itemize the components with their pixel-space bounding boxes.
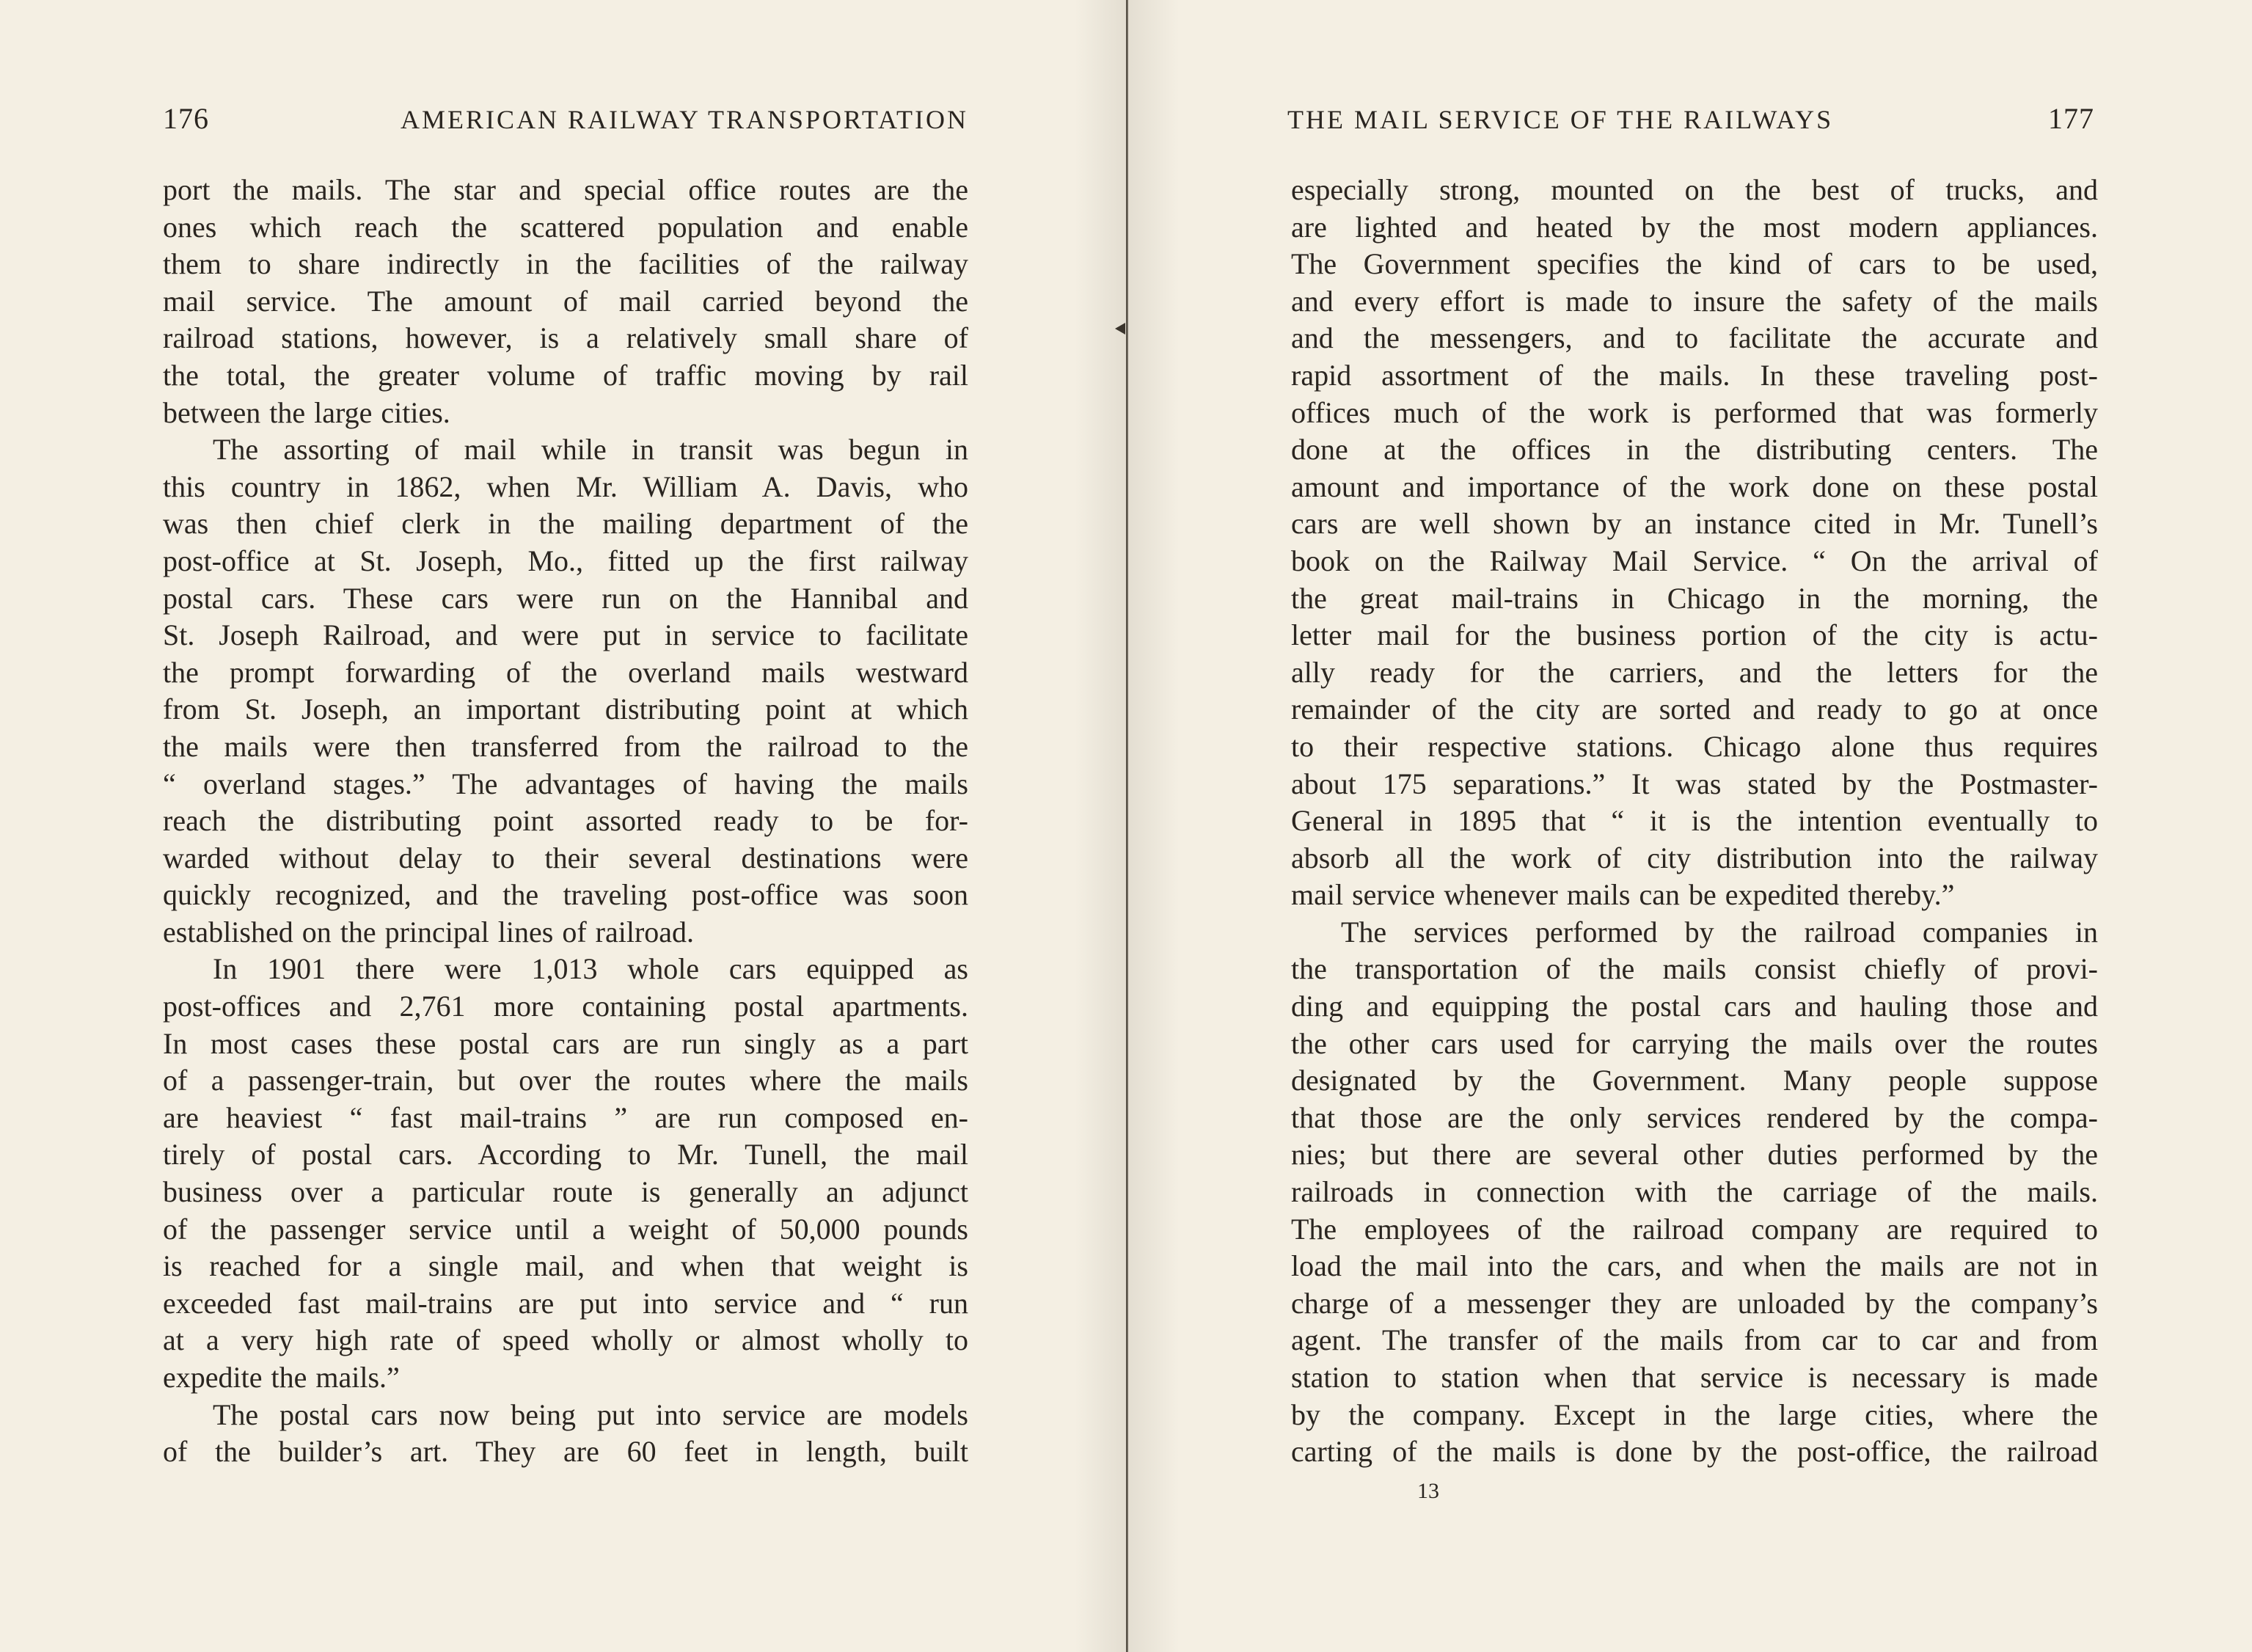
text-line: rapid assortment of the mails. In these traveling post-: [1291, 358, 2098, 392]
text-line: the great mail-trains in Chicago in the morning, the: [1291, 581, 2098, 615]
book-gutter: [1126, 0, 1128, 1652]
text-line: letter mail for the business portion of the city is actu-: [1291, 618, 2098, 652]
text-line: about 175 separations.” It was stated by the Postmaster-: [1291, 767, 2098, 800]
text-line: of the builder’s art. They are 60 feet in length, built: [163, 1435, 968, 1469]
text-line: established on the principal lines of railroad.: [163, 915, 695, 949]
text-line: port the mails. The star and special office routes are the: [163, 173, 968, 206]
right-running-head: THE MAIL SERVICE OF THE RAILWAYS: [1287, 105, 1834, 134]
text-line: absorb all the work of city distribution into the railway: [1291, 841, 2098, 874]
text-line: the mails were then transferred from the railroad to the: [163, 729, 968, 763]
text-line: carting of the mails is done by the post-office, the railroad: [1291, 1435, 2098, 1469]
left-page-header: [163, 101, 968, 136]
text-line: are heaviest “ fast mail-trains ” are run composed en-: [163, 1100, 968, 1134]
right-page-body: [1291, 172, 2098, 1471]
text-line: General in 1895 that “ it is the intention eventually to: [1291, 804, 2098, 838]
text-line: the transportation of the mails consist chiefly of provi-: [1291, 952, 2098, 986]
text-line: reach the distributing point assorted ready to be for-: [163, 804, 968, 838]
text-line: The services performed by the railroad companies in: [1341, 915, 2098, 949]
text-line: expedite the mails.”: [163, 1361, 400, 1394]
text-line: remainder of the city are sorted and ready to go at once: [1291, 692, 2098, 726]
text-line: The Government specifies the kind of cars to be used,: [1291, 247, 2098, 281]
text-line: railroad stations, however, is a relatively small share of: [163, 321, 968, 355]
text-line: load the mail into the cars, and when the mails are not in: [1291, 1249, 2098, 1283]
left-running-head: AMERICAN RAILWAY TRANSPORTATION: [401, 105, 968, 134]
gutter-shadow-right: [1128, 0, 1180, 1652]
text-line: charge of a messenger they are unloaded by the company’s: [1291, 1286, 2098, 1320]
text-line: and the messengers, and to facilitate the accurate and: [1291, 321, 2098, 355]
left-page-body: [163, 172, 968, 1471]
text-line: the prompt forwarding of the overland mails westward: [163, 655, 968, 689]
text-line: agent. The transfer of the mails from car to car and from: [1291, 1323, 2098, 1357]
text-line: especially strong, mounted on the best of trucks, and: [1291, 173, 2098, 206]
text-line: between the large cities.: [163, 395, 450, 429]
text-line: mail service. The amount of mail carried beyond the: [163, 284, 968, 318]
text-line: from St. Joseph, an important distributing point at which: [163, 692, 968, 726]
text-line: to their respective stations. Chicago alone thus requires: [1291, 729, 2098, 763]
text-line: book on the Railway Mail Service. “ On the arrival of: [1291, 544, 2098, 577]
text-line: station to station when that service is necessary is made: [1291, 1361, 2098, 1394]
text-line: The employees of the railroad company are required to: [1291, 1212, 2098, 1246]
gutter-shadow-left: [1075, 0, 1126, 1652]
text-line: warded without delay to their several destinations were: [163, 841, 968, 874]
text-line: exceeded fast mail-trains are put into service and “ run: [163, 1286, 968, 1320]
text-line: of a passenger-train, but over the routes where the mails: [163, 1064, 968, 1097]
text-line: The postal cars now being put into service are models: [213, 1397, 968, 1431]
text-line: ding and equipping the postal cars and hauling those and: [1291, 990, 2098, 1023]
text-line: post-offices and 2,761 more containing postal apartments.: [163, 990, 968, 1023]
text-line: is reached for a single mail, and when that weight is: [163, 1249, 968, 1283]
text-line: In 1901 there were 1,013 whole cars equipped as: [213, 952, 968, 986]
text-line: tirely of postal cars. According to Mr. Tunell, the mail: [163, 1138, 968, 1172]
right-page-header: [1287, 101, 2094, 136]
text-line: offices much of the work is performed that was formerly: [1291, 395, 2098, 429]
text-line: amount and importance of the work done on these postal: [1291, 469, 2098, 503]
signature-mark: 13: [1417, 1479, 1439, 1503]
text-line: ones which reach the scattered population and enable: [163, 210, 968, 244]
left-page-number: 176: [163, 102, 209, 135]
text-line: the other cars used for carrying the mails over the routes: [1291, 1026, 2098, 1060]
text-line: the total, the greater volume of traffic moving by rail: [163, 358, 968, 392]
text-line: are lighted and heated by the most modern appliances.: [1291, 210, 2098, 244]
text-line: by the company. Except in the large cities, where the: [1291, 1397, 2098, 1431]
text-line: quickly recognized, and the traveling post-office was soon: [163, 878, 968, 912]
text-line: cars are well shown by an instance cited in Mr. Tunell’s: [1291, 507, 2098, 541]
text-line: designated by the Government. Many people suppose: [1291, 1064, 2098, 1097]
text-line: post-office at St. Joseph, Mo., fitted up the first railway: [163, 544, 968, 577]
text-line: “ overland stages.” The advantages of having the mails: [163, 767, 968, 800]
text-line: railroads in connection with the carriage of the mails.: [1291, 1175, 2098, 1209]
text-line: of the passenger service until a weight of 50,000 pounds: [163, 1212, 968, 1246]
text-line: and every effort is made to insure the safety of the mails: [1291, 284, 2098, 318]
text-line: ally ready for the carriers, and the letters for the: [1291, 655, 2098, 689]
text-line: at a very high rate of speed wholly or almost wholly to: [163, 1323, 968, 1357]
text-line: was then chief clerk in the mailing department of the: [163, 507, 968, 541]
text-line: postal cars. These cars were run on the Hannibal and: [163, 581, 968, 615]
right-page: [1126, 0, 2252, 1652]
text-line: In most cases these postal cars are run singly as a part: [163, 1026, 968, 1060]
text-line: done at the offices in the distributing centers. The: [1291, 433, 2098, 467]
text-line: business over a particular route is generally an adjunct: [163, 1175, 968, 1209]
text-line: The assorting of mail while in transit was begun in: [213, 433, 968, 467]
text-line: nies; but there are several other duties performed by the: [1291, 1138, 2098, 1172]
text-line: that those are the only services rendered by the compa-: [1291, 1100, 2098, 1134]
right-page-number: 177: [2048, 102, 2094, 135]
text-line: mail service whenever mails can be expedited thereby.”: [1291, 878, 1955, 912]
text-line: them to share indirectly in the facilities of the railway: [163, 247, 968, 281]
text-line: St. Joseph Railroad, and were put in service to facilitate: [163, 618, 968, 652]
text-line: this country in 1862, when Mr. William A. Davis, who: [163, 469, 968, 503]
